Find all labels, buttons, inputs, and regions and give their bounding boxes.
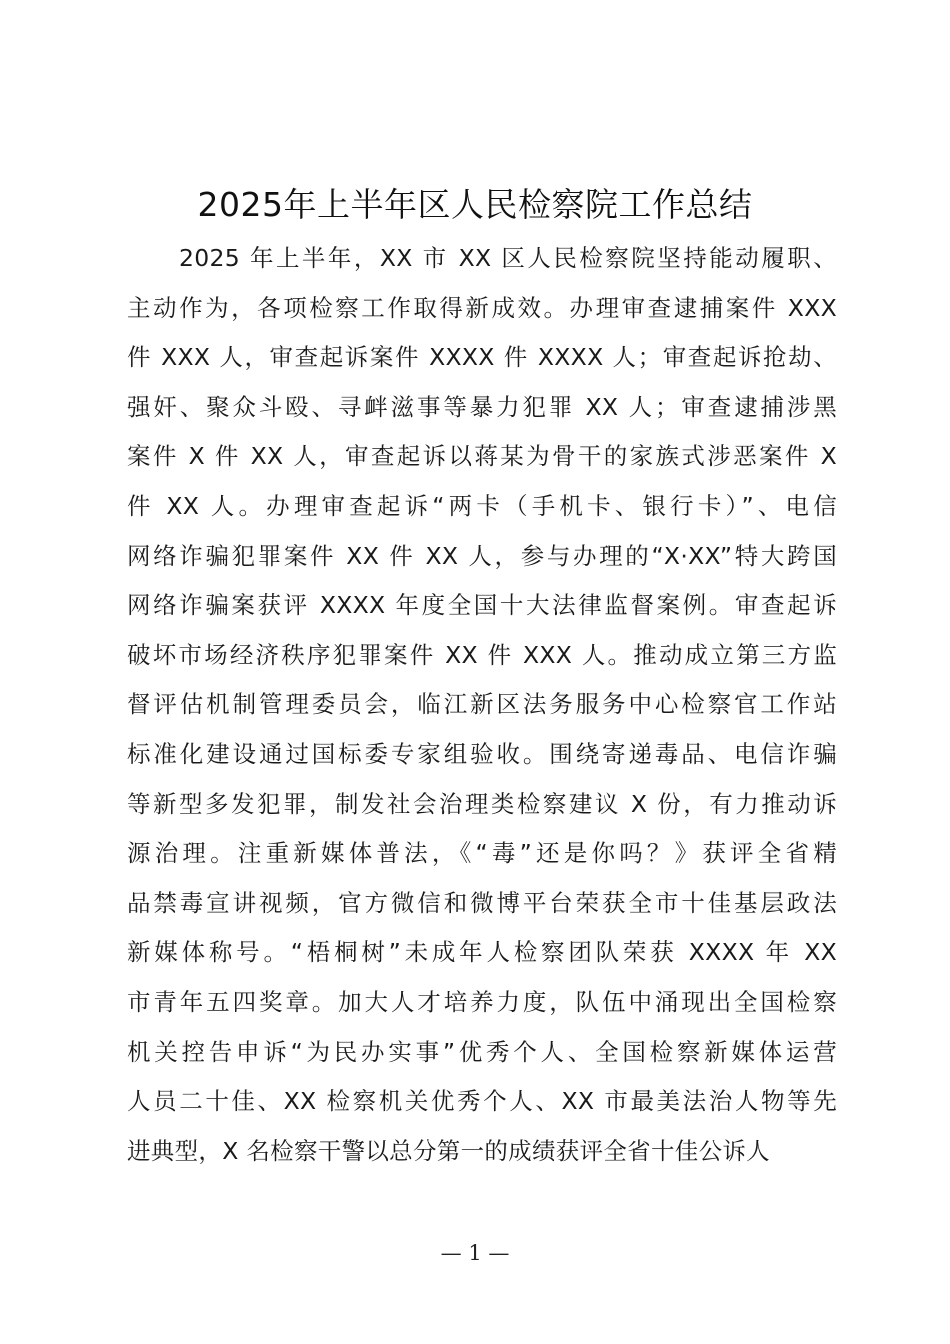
body-line: 件 XX 人。办理审查起诉“两卡（手机卡、银行卡）”、电信: [127, 491, 837, 520]
page-number: — 1 —: [440, 1241, 510, 1265]
body-line: 件 XXX 人，审查起诉案件 XXXX 件 XXXX 人；审查起诉抢劫、: [127, 343, 837, 372]
body-line: 机关控告申诉“为民办实事”优秀个人、全国检察新媒体运营: [127, 1037, 837, 1066]
body-line: 市青年五四奖章。加大人才培养力度，队伍中涌现出全国检察: [127, 987, 837, 1016]
body-line: 主动作为，各项检察工作取得新成效。办理审查逮捕案件 XXX: [127, 293, 837, 322]
body-line: 品禁毒宣讲视频，官方微信和微博平台荣获全市十佳基层政法: [127, 888, 837, 917]
body-line: 强奸、聚众斗殴、寻衅滋事等暴力犯罪 XX 人；审查逮捕涉黑: [127, 392, 837, 421]
document-body: [127, 234, 837, 1176]
body-line: 网络诈骗犯罪案件 XX 件 XX 人，参与办理的“X·XX”特大跨国: [127, 541, 837, 570]
body-line: 人员二十佳、XX 检察机关优秀个人、XX 市最美法治人物等先: [127, 1087, 837, 1116]
document-title: 2025年上半年区人民检察院工作总结: [197, 185, 753, 224]
body-line: 网络诈骗案获评 XXXX 年度全国十大法律监督案例。审查起诉: [127, 591, 837, 620]
body-line: 案件 X 件 XX 人，审查起诉以蒋某为骨干的家族式涉恶案件 X: [127, 442, 837, 471]
body-line: 2025 年上半年，XX 市 XX 区人民检察院坚持能动履职、: [179, 244, 837, 272]
body-line: 新媒体称号。“梧桐树”未成年人检察团队荣获 XXXX 年 XX: [127, 938, 837, 967]
body-line: 督评估机制管理委员会，临江新区法务服务中心检察官工作站: [127, 690, 837, 719]
body-line: 等新型多发犯罪，制发社会治理类检察建议 X 份，有力推动诉: [127, 789, 837, 818]
body-line: 源治理。注重新媒体普法，《“毒”还是你吗？》获评全省精: [127, 839, 837, 868]
body-line: 进典型，X 名检察干警以总分第一的成绩获评全省十佳公诉人: [127, 1136, 770, 1165]
body-line: 标准化建设通过国标委专家组验收。围绕寄递毒品、电信诈骗: [127, 739, 837, 768]
body-line: 破坏市场经济秩序犯罪案件 XX 件 XXX 人。推动成立第三方监: [127, 640, 837, 669]
